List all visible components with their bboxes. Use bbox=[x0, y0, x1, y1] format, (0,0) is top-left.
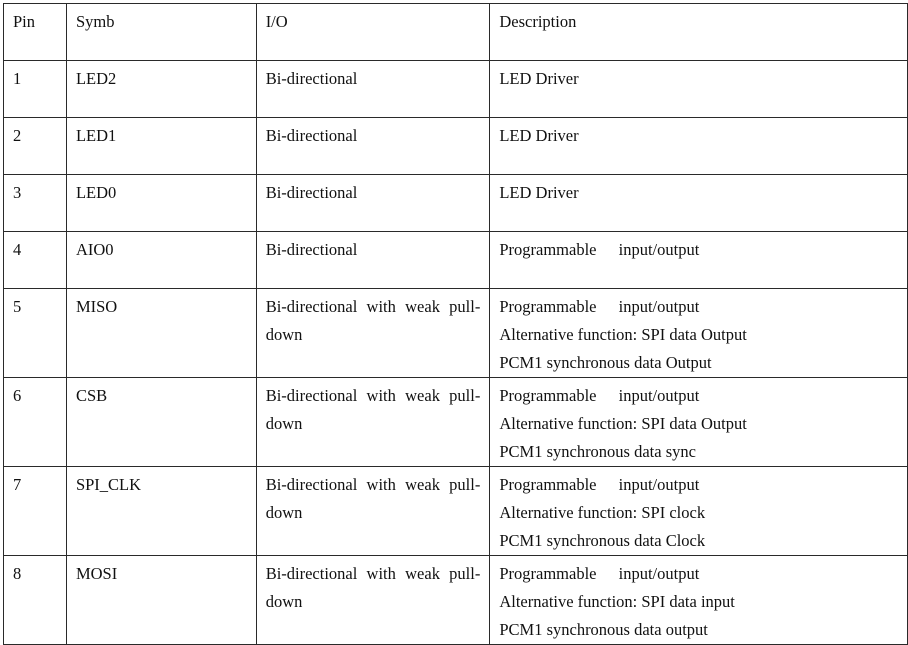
table-row bbox=[4, 175, 908, 232]
description-line: Programmable input/output bbox=[499, 475, 700, 494]
description-line: Programmable input/output bbox=[499, 564, 700, 583]
table-row bbox=[4, 556, 908, 645]
table-row bbox=[4, 378, 908, 467]
header-pin: Pin bbox=[4, 4, 67, 61]
description-line: PCM1 synchronous data Output bbox=[499, 353, 712, 372]
description-line: PCM1 synchronous data output bbox=[499, 620, 708, 639]
io-cell: Bi-directional with weak pull-down bbox=[256, 378, 490, 467]
header-row bbox=[4, 4, 908, 61]
table-row bbox=[4, 118, 908, 175]
io-cell: Bi-directional bbox=[256, 118, 490, 175]
table-body bbox=[4, 4, 908, 645]
description-line: PCM1 synchronous data Clock bbox=[499, 531, 706, 550]
description-line: Programmable input/output bbox=[499, 297, 700, 316]
table-row bbox=[4, 61, 908, 118]
description-line: LED Driver bbox=[499, 69, 579, 88]
header-io: I/O bbox=[256, 4, 490, 61]
pin-cell: 4 bbox=[4, 232, 67, 289]
symbol-cell: LED1 bbox=[66, 118, 256, 175]
description-line: Alternative function: SPI data Output bbox=[499, 325, 747, 344]
description-cell bbox=[490, 232, 908, 289]
symbol-cell: LED0 bbox=[66, 175, 256, 232]
header-symb: Symb bbox=[66, 4, 256, 61]
symbol-cell: AIO0 bbox=[66, 232, 256, 289]
io-cell: Bi-directional bbox=[256, 232, 490, 289]
description-line: Programmable input/output bbox=[499, 386, 700, 405]
description-line: Programmable input/output bbox=[499, 240, 700, 259]
pin-cell: 2 bbox=[4, 118, 67, 175]
symbol-cell: MOSI bbox=[66, 556, 256, 645]
pin-description-table bbox=[3, 3, 908, 645]
io-cell: Bi-directional with weak pull-down bbox=[256, 467, 490, 556]
io-cell: Bi-directional with weak pull-down bbox=[256, 556, 490, 645]
pin-cell: 3 bbox=[4, 175, 67, 232]
pin-cell: 5 bbox=[4, 289, 67, 378]
pin-cell: 7 bbox=[4, 467, 67, 556]
description-cell bbox=[490, 61, 908, 118]
pin-cell: 8 bbox=[4, 556, 67, 645]
description-cell bbox=[490, 378, 908, 467]
description-line: LED Driver bbox=[499, 126, 579, 145]
pin-cell: 6 bbox=[4, 378, 67, 467]
description-line: LED Driver bbox=[499, 183, 579, 202]
io-cell: Bi-directional with weak pull-down bbox=[256, 289, 490, 378]
table-row bbox=[4, 289, 908, 378]
description-cell bbox=[490, 175, 908, 232]
symbol-cell: SPI_CLK bbox=[66, 467, 256, 556]
description-line: Alternative function: SPI clock bbox=[499, 503, 706, 522]
table-row bbox=[4, 232, 908, 289]
description-cell bbox=[490, 118, 908, 175]
symbol-cell: LED2 bbox=[66, 61, 256, 118]
symbol-cell: CSB bbox=[66, 378, 256, 467]
header-description: Description bbox=[490, 4, 908, 61]
description-line: Alternative function: SPI data input bbox=[499, 592, 735, 611]
table-row bbox=[4, 467, 908, 556]
description-line: PCM1 synchronous data sync bbox=[499, 442, 696, 461]
description-cell bbox=[490, 289, 908, 378]
pin-cell: 1 bbox=[4, 61, 67, 118]
description-line: Alternative function: SPI data Output bbox=[499, 414, 747, 433]
symbol-cell: MISO bbox=[66, 289, 256, 378]
io-cell: Bi-directional bbox=[256, 175, 490, 232]
description-cell bbox=[490, 467, 908, 556]
description-cell bbox=[490, 556, 908, 645]
io-cell: Bi-directional bbox=[256, 61, 490, 118]
